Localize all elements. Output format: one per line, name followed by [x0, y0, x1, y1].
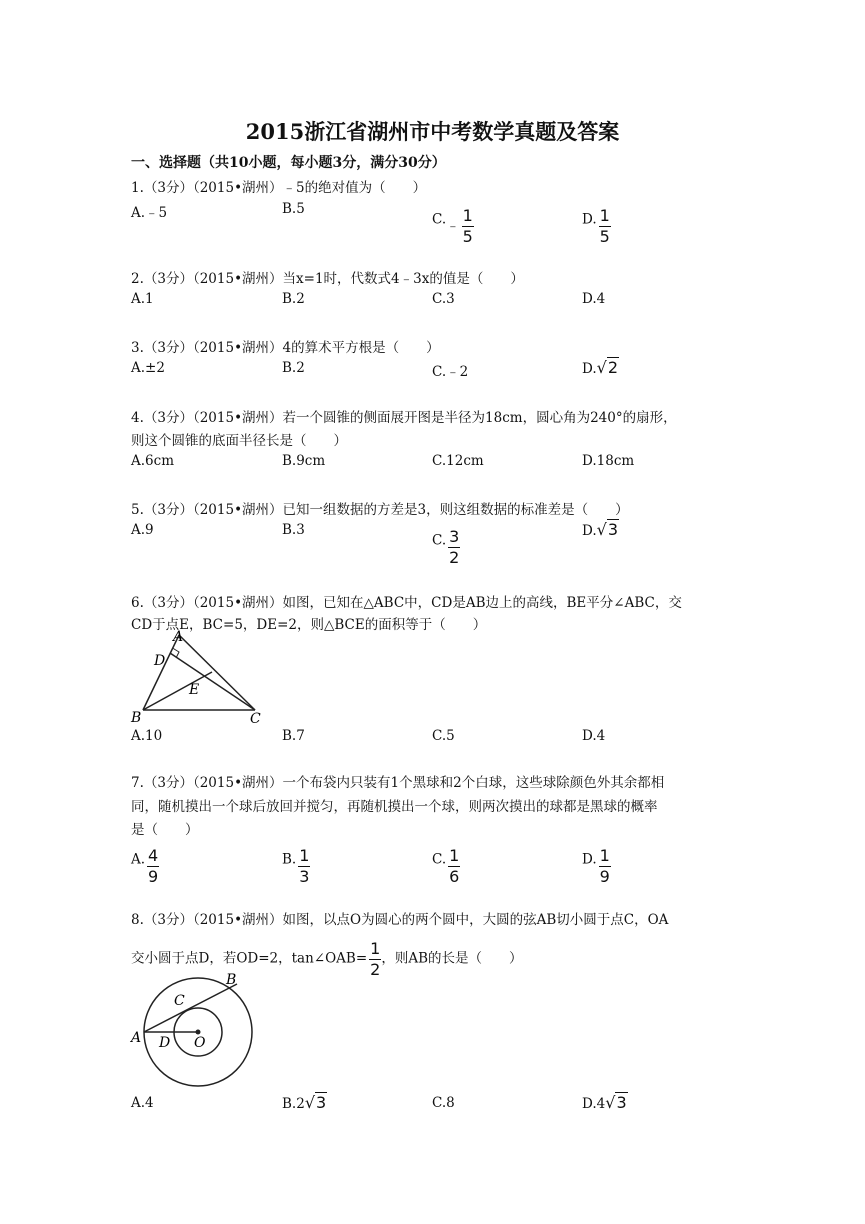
- q2-option-a[interactable]: A.1: [131, 291, 154, 307]
- q2-stem: 2.（3分）（2015•湖州）当x=1时，代数式4﹣3x的值是（ ）: [131, 271, 524, 287]
- q2-option-b[interactable]: B.2: [282, 291, 305, 307]
- q4-stem-line2: 则这个圆锥的底面半径长是（ ）: [131, 433, 347, 449]
- square-root: √2: [596, 358, 619, 377]
- q1-option-d[interactable]: D. $\frac{1}{5}$: [582, 206, 610, 246]
- q6-stem-line2: CD于点E，BC=5，DE=2，则△BCE的面积等于（ ）: [131, 617, 487, 633]
- label-d: D: [159, 1035, 171, 1051]
- q2-option-c[interactable]: C.3: [432, 291, 455, 307]
- q6-option-b[interactable]: B.7: [282, 728, 305, 744]
- q4-stem-line1: 4.（3分）（2015•湖州）若一个圆锥的侧面展开图是半径为18cm，圆心角为240°的扇形，: [131, 410, 677, 426]
- fraction: $\frac{3}{2}$: [449, 527, 460, 567]
- q1-option-c[interactable]: C.﹣ $\frac{1}{5}$: [432, 206, 473, 246]
- q3-option-a[interactable]: A.±2: [131, 360, 165, 376]
- circles-figure: [126, 970, 266, 1090]
- fraction: $\frac{1}{2}$: [370, 939, 381, 979]
- q8-option-c[interactable]: C.8: [432, 1095, 455, 1111]
- square-root: √3: [304, 1093, 327, 1112]
- label-d: D: [154, 653, 166, 669]
- q8-stem-line1: 8.（3分）（2015•湖州）如图，以点O为圆心的两个圆中，大圆的弦AB切小圆于点C，OA: [131, 912, 669, 928]
- q8-option-d[interactable]: D.4√3: [582, 1093, 627, 1112]
- q5-option-b[interactable]: B.3: [282, 522, 305, 538]
- q5-option-a[interactable]: A.9: [131, 522, 154, 538]
- altitude-cd: [170, 653, 255, 710]
- q7-option-a[interactable]: A. $\frac{4}{9}$: [131, 846, 159, 886]
- q3-option-d[interactable]: D.√2: [582, 358, 619, 377]
- q7-option-b[interactable]: B. $\frac{1}{3}$: [282, 846, 310, 886]
- label-a: A: [131, 1030, 142, 1046]
- q6-option-a[interactable]: A.10: [131, 728, 163, 744]
- q3-option-c[interactable]: C.﹣2: [432, 364, 469, 380]
- q2-option-d[interactable]: D.4: [582, 291, 606, 307]
- center-point: [196, 1030, 201, 1035]
- q7-option-c[interactable]: C. $\frac{1}{6}$: [432, 846, 460, 886]
- side-ab: [143, 635, 179, 710]
- fraction: $\frac{1}{5}$: [462, 206, 473, 246]
- page-title: 2015浙江省湖州市中考数学真题及答案: [245, 119, 620, 144]
- square-root: √3: [596, 520, 619, 539]
- q6-stem-line1: 6.（3分）（2015•湖州）如图，已知在△ABC中，CD是AB边上的高线，BE平分∠ABC，交: [131, 595, 682, 611]
- label-a: A: [173, 629, 184, 645]
- q3-stem: 3.（3分）（2015•湖州）4的算术平方根是（ ）: [131, 340, 440, 356]
- fraction: $\frac{1}{6}$: [449, 846, 460, 886]
- q7-stem-line2: 同，随机摸出一个球后放回并搅匀，再随机摸出一个球，则两次摸出的球都是黑球的概率: [131, 799, 658, 815]
- q5-stem: 5.（3分）（2015•湖州）已知一组数据的方差是3，则这组数据的标准差是（ ）: [131, 502, 629, 518]
- q7-stem-line3: 是（ ）: [131, 822, 199, 838]
- label-e: E: [189, 682, 200, 698]
- q1-option-b[interactable]: B.5: [282, 201, 305, 217]
- q4-option-b[interactable]: B.9cm: [282, 453, 326, 469]
- fraction: $\frac{1}{9}$: [599, 846, 610, 886]
- q8-option-a[interactable]: A.4: [131, 1095, 154, 1111]
- label-o: O: [194, 1035, 206, 1051]
- q1-stem: 1.（3分）（2015•湖州）﹣5的绝对值为（ ）: [131, 180, 427, 196]
- chord-ab: [144, 984, 237, 1032]
- q5-option-d[interactable]: D.√3: [582, 520, 619, 539]
- fraction: $\frac{4}{9}$: [148, 846, 159, 886]
- q6-option-d[interactable]: D.4: [582, 728, 606, 744]
- q3-option-b[interactable]: B.2: [282, 360, 305, 376]
- fraction: $\frac{1}{5}$: [599, 206, 610, 246]
- q7-option-d[interactable]: D. $\frac{1}{9}$: [582, 846, 610, 886]
- triangle-figure: [126, 628, 276, 728]
- q4-option-a[interactable]: A.6cm: [131, 453, 174, 469]
- q4-option-c[interactable]: C.12cm: [432, 453, 484, 469]
- section-heading: 一、选择题（共10小题，每小题3分，满分30分）: [131, 155, 446, 171]
- q1-option-a[interactable]: A.﹣5: [131, 205, 168, 221]
- side-ac: [179, 635, 255, 710]
- q4-option-d[interactable]: D.18cm: [582, 453, 635, 469]
- q5-option-c[interactable]: C. $\frac{3}{2}$: [432, 527, 460, 567]
- bisector-be: [143, 672, 212, 710]
- square-root: √3: [605, 1093, 627, 1112]
- q8-stem-line2: 交小圆于点D，若OD=2，tan∠OAB= $\frac{1}{2}$ ，则AB的长是（ ）: [131, 939, 523, 979]
- fraction: $\frac{1}{3}$: [299, 846, 310, 886]
- q7-stem-line1: 7.（3分）（2015•湖州）一个布袋内只装有1个黑球和2个白球，这些球除颜色外其余都相: [131, 775, 665, 791]
- label-c: C: [250, 711, 261, 727]
- label-b: B: [226, 972, 237, 988]
- label-b: B: [131, 710, 142, 726]
- q6-option-c[interactable]: C.5: [432, 728, 455, 744]
- q8-option-b[interactable]: B.2√3: [282, 1093, 327, 1112]
- label-c: C: [174, 993, 185, 1009]
